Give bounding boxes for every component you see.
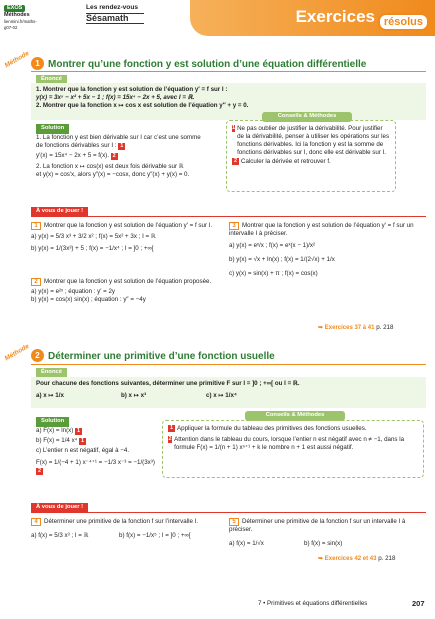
methode-label-1: Méthode: [3, 49, 31, 70]
note-marker-2: 2: [112, 153, 116, 160]
solution-line: y′(x) = 15x⁴ − 2x + 5 = f(x).: [36, 152, 109, 160]
methodes-link[interactable]: lienmini.fr/maths-g07-02: [4, 19, 37, 30]
exercise-1: [31, 222, 221, 253]
conseils-header: Conseils & Méthodes: [262, 112, 352, 122]
note-marker-1: 1: [81, 438, 85, 445]
conseil-number: 2: [168, 436, 172, 443]
conseil-item: [232, 158, 390, 166]
enonce-item: b) x ↦ x³: [121, 392, 147, 400]
rdv-title: Les rendez-vous: [86, 4, 139, 11]
exercise-ref-page: p. 218: [376, 324, 394, 331]
conseil-text: Appliquer la formule du tableau des primitives des fonctions usuelles.: [177, 425, 367, 432]
solution-line: 1. La fonction y est bien dérivable sur I car c’est une somme: [36, 134, 201, 141]
enonce-line: 1. Montrer que la fonction y est solution de l’équation y′ = f sur I :: [36, 86, 228, 93]
note-marker-1: 1: [120, 143, 124, 150]
conseil-item: [168, 436, 418, 452]
conseil-number: 1: [169, 425, 174, 431]
exercise-ref-page: p. 218: [378, 555, 396, 562]
conseil-number: 1: [232, 125, 236, 131]
conseil-item: [232, 125, 390, 157]
exercise-number: 1: [31, 222, 41, 230]
exos-label: EXOS: [4, 5, 25, 12]
conseils-box: [226, 120, 396, 192]
solution-line: b) F(x) = 1/4 x⁴: [36, 437, 78, 445]
solution-line: 2. La fonction x ↦ cos(x) est deux fois dérivable sur ℝ: [36, 163, 184, 171]
divider: [31, 216, 426, 217]
rendez-vous-logo: [86, 4, 144, 28]
exercise-item: a) y(x) = eˣ/x ; f(x) = eˣ(x − 1)/x²: [229, 242, 316, 250]
solution-line: F(x) = 1/(−4 + 1) x⁻⁴⁺¹ = −1/3 x⁻³ = −1/(3x³): [36, 459, 155, 467]
exercise-item: b) y(x) = 1/(3x³) + 5 ; f(x) = −1/x⁴ ; I = ]0 ; +∞[: [31, 245, 154, 253]
divider: [31, 512, 426, 513]
exercise-intro: Montrer que la fonction y est solution de l’équation y′ = f sur I.: [44, 222, 213, 229]
a-vous-de-jouer-tag: À vous de jouer !: [31, 207, 88, 217]
solution-line: et y(x) = cos′x, alors y″(x) = −cosx, donc y″(x) + y(x) = 0.: [36, 171, 190, 179]
sesamath-logo: Sésamath: [86, 13, 144, 25]
exercise-item: a) y(x) = 5/3 x³ + 3/2 x² ; f(x) = 5x² + 3x ; I = ℝ: [31, 233, 156, 241]
exercise-intro: Montrer que la fonction y est solution de l’équation proposée.: [44, 278, 212, 285]
enonce-line: Pour chacune des fonctions suivantes, déterminer une primitive F sur I = ]0 ; +∞[ ou I = ℝ.: [36, 380, 300, 387]
enonce-item: a) x ↦ 1/x: [36, 392, 64, 400]
conseil-text: Ne pas oublier de justifier la dérivabilité. Pour justifier de la dérivabilité, penser à utiliser les opérations sur les fonctions dérivables. Ici la fonction y est la somme de fonctions dérivables sur I, donc elle est dérivable sur I.: [237, 125, 390, 157]
exercise-number: 2: [31, 278, 41, 286]
exercise-2: [31, 278, 221, 304]
exercise-item: a) y(x) = e²ˣ ; équation : y′ = 2y: [31, 288, 116, 296]
exercise-number: 3: [229, 222, 239, 230]
conseils-box: [162, 420, 424, 478]
enonce-tag: Énoncé: [36, 368, 67, 378]
arrow-icon: ➥: [318, 325, 324, 331]
methode-label-2: Méthode: [3, 342, 31, 363]
exercise-intro: Montrer que la fonction y est solution de l’équation y′ = f sur un intervalle I à préciser.: [229, 222, 414, 238]
enonce-tag: Énoncé: [36, 75, 67, 85]
conseil-item: [168, 425, 418, 433]
exercise-intro: Déterminer une primitive de la fonction f sur l’intervalle I.: [44, 518, 199, 525]
solution-tag: Solution: [36, 124, 69, 134]
exercise-intro: Déterminer une primitive de la fonction f sur un intervalle I à préciser.: [229, 518, 406, 534]
exercise-item: b) y(x) = cos(x) sin(x) ; équation : y″ = −4y: [31, 296, 146, 304]
page-title-pill: résolus: [378, 13, 429, 31]
exercise-item: c) y(x) = sin(x) + π ; f(x) = cos(x): [229, 270, 318, 278]
divider: [31, 364, 426, 365]
enonce-line: y(x) = 3x⁵ − x² + 5x − 1 ; f(x) = 15x⁴ − 2x + 5, avec I = ℝ.: [36, 94, 195, 102]
a-vous-de-jouer-tag: À vous de jouer !: [31, 503, 88, 513]
enonce-line: 2. Montrer que la fonction x ↦ cos x est solution de l’équation y″ + y = 0.: [36, 102, 249, 110]
exercise-item: b) y(x) = √x + ln(x) ; f(x) = 1/(2√x) + 1/x: [229, 256, 335, 264]
page-number: 207: [412, 599, 425, 608]
conseils-header: Conseils & Méthodes: [245, 411, 345, 421]
solution-line: de fonctions dérivables sur I :: [36, 142, 117, 150]
enonce-box: [31, 83, 426, 120]
solution-box: [36, 134, 221, 179]
exercise-number: 4: [31, 518, 41, 526]
exercise-item: b) f(x) = −1/x⁵ ; I = ]0 ; +∞[: [119, 532, 191, 540]
method-number-2: 2: [31, 349, 44, 362]
exercise-ref-link[interactable]: Exercices 42 et 43: [324, 556, 377, 562]
exos-badge: [4, 4, 37, 30]
divider: [31, 71, 426, 72]
solution-line: c) L’entier n est négatif, égal à −4.: [36, 447, 130, 455]
method-number-1: 1: [31, 57, 44, 70]
method-title-2: Déterminer une primitive d’une fonction usuelle: [48, 351, 275, 362]
solution-tag: Solution: [36, 417, 69, 427]
enonce-item: c) x ↦ 1/x⁴: [206, 392, 237, 400]
exercise-3: [229, 222, 426, 278]
exercise-ref-link[interactable]: Exercices 37 à 41: [324, 325, 375, 331]
conseil-text: Calculer la dérivée et retrouver f.: [241, 158, 331, 166]
exercise-number: 5: [229, 518, 239, 526]
arrow-icon: ➥: [318, 556, 324, 562]
solution-line: a) F(x) = ln(x): [36, 427, 74, 434]
solution-box: [36, 427, 156, 475]
exercise-reference-2[interactable]: [318, 555, 395, 564]
methodes-label: Méthodes: [4, 12, 30, 19]
exercise-item: a) f(x) = 1/√x: [229, 540, 264, 548]
exercise-4: [31, 518, 221, 540]
conseil-number: 2: [233, 158, 238, 165]
exercise-item: a) f(x) = 5/3 x³ ; I = ℝ: [31, 532, 89, 540]
page-title: Exercices: [295, 7, 375, 26]
conseil-text: Attention dans le tableau du cours, lorsque l’entier n est négatif avec n ≠ −1, dans la formule F(x) = 1/(n + 1) xⁿ⁺¹ + k le nombre n + 1 est aussi négatif.: [174, 436, 405, 452]
chapter-title: 7 • Primitives et équations différentielles: [258, 600, 368, 607]
exercise-5: [229, 518, 426, 548]
enonce-box: [31, 377, 426, 408]
note-marker-1: 1: [77, 428, 81, 434]
exercise-item: b) f(x) = sin(x): [304, 540, 343, 548]
exercise-reference-1[interactable]: [318, 324, 393, 333]
method-title-1: Montrer qu’une fonction y est solution d’une équation différentielle: [48, 59, 367, 70]
note-marker-2: 2: [37, 468, 42, 475]
